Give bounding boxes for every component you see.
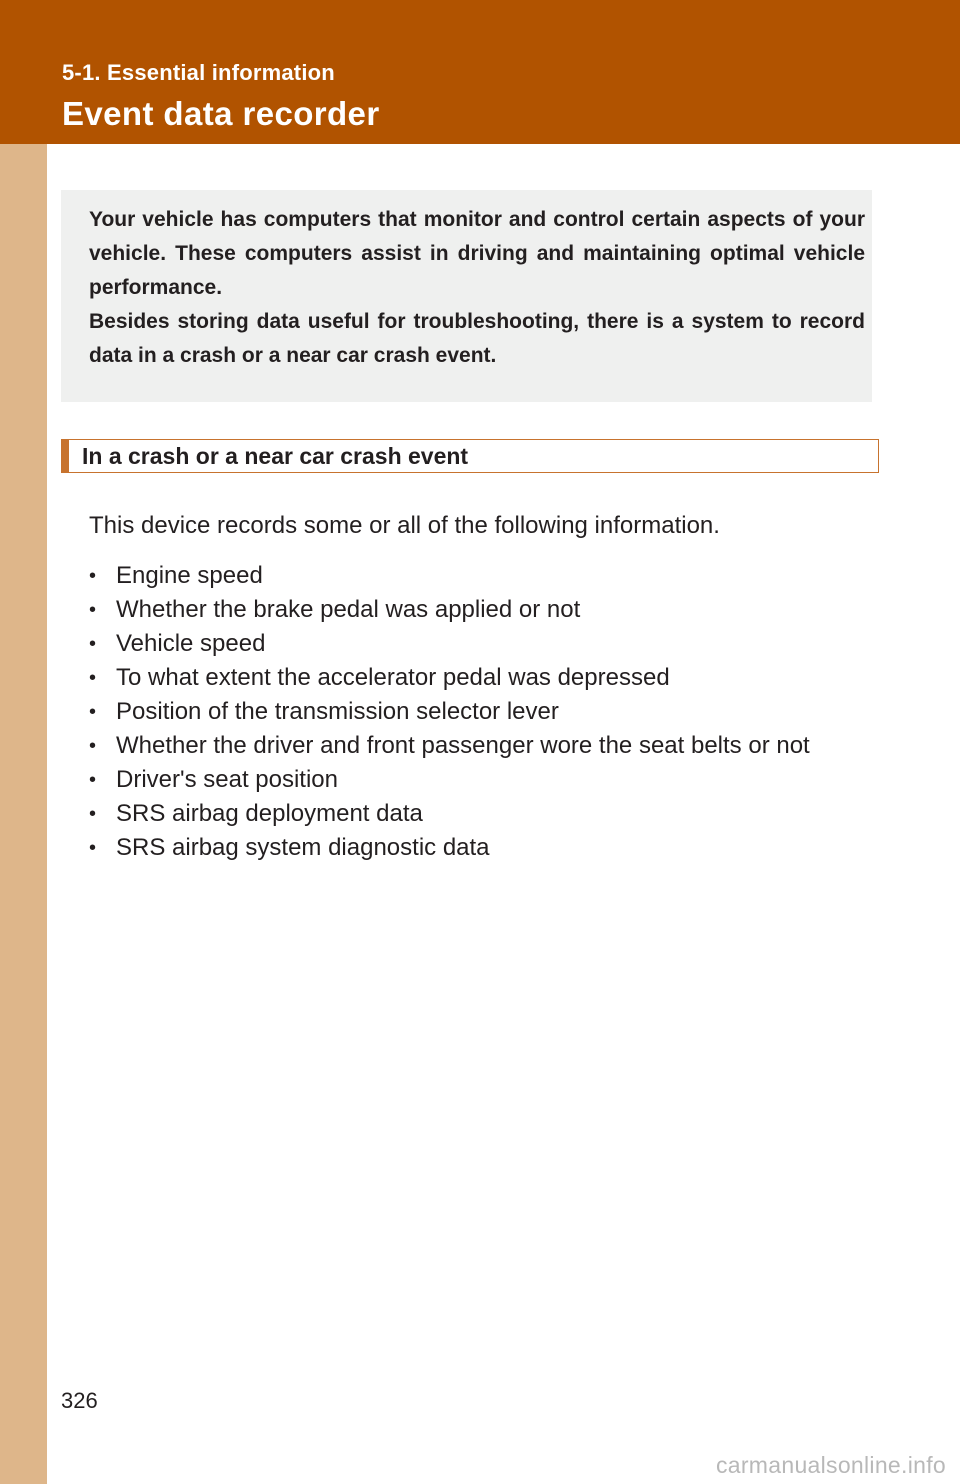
- bullet-icon: •: [89, 701, 97, 723]
- list-item-text: SRS airbag system diagnostic data: [116, 834, 490, 861]
- list-item-text: Whether the driver and front passenger wore the seat belts or not: [116, 732, 810, 759]
- list-item: [89, 661, 810, 695]
- intro-box: [61, 190, 872, 402]
- intro-paragraph-2: Besides storing data useful for troubleshooting, there is a system to record data in a crash or a near car crash event.: [89, 310, 865, 367]
- list-item-text: Vehicle speed: [116, 630, 266, 657]
- bullet-icon: •: [89, 599, 97, 621]
- side-margin-strip: [0, 0, 47, 1484]
- bullet-icon: •: [89, 803, 97, 825]
- list-item: [89, 729, 810, 763]
- bullet-icon: •: [89, 633, 97, 655]
- bullet-icon: •: [89, 769, 97, 791]
- list-item: [89, 695, 810, 729]
- list-item: [89, 763, 810, 797]
- list-item: [89, 627, 810, 661]
- bullet-icon: •: [89, 837, 97, 859]
- list-item-text: Engine speed: [116, 562, 263, 589]
- list-item-text: Whether the brake pedal was applied or not: [116, 596, 581, 623]
- intro-paragraph-1: Your vehicle has computers that monitor and control certain aspects of your vehicle. These computers assist in driving and maintaining optimal vehicle performance.: [89, 208, 865, 299]
- page-header: [0, 0, 960, 144]
- list-item-text: Driver's seat position: [116, 766, 338, 793]
- list-item-text: SRS airbag deployment data: [116, 800, 423, 827]
- recorded-info-list: [89, 559, 810, 865]
- bullet-icon: •: [89, 565, 97, 587]
- page-number: 326: [61, 1388, 98, 1413]
- list-item: [89, 593, 810, 627]
- intro-text: [89, 203, 865, 373]
- bullet-icon: •: [89, 735, 97, 757]
- list-item: [89, 559, 810, 593]
- list-item: [89, 831, 810, 865]
- section-label: 5-1. Essential information: [62, 60, 335, 85]
- page-title: Event data recorder: [62, 95, 380, 132]
- list-item-text: To what extent the accelerator pedal was depressed: [116, 664, 670, 691]
- section-heading-text: In a crash or a near car crash event: [82, 443, 469, 469]
- watermark: carmanualsonline.info: [715, 1452, 946, 1478]
- bullet-icon: •: [89, 667, 97, 689]
- section-lead: This device records some or all of the following information.: [89, 512, 720, 539]
- list-item: [89, 797, 810, 831]
- section-heading: [61, 439, 879, 473]
- list-item-text: Position of the transmission selector lever: [116, 698, 559, 725]
